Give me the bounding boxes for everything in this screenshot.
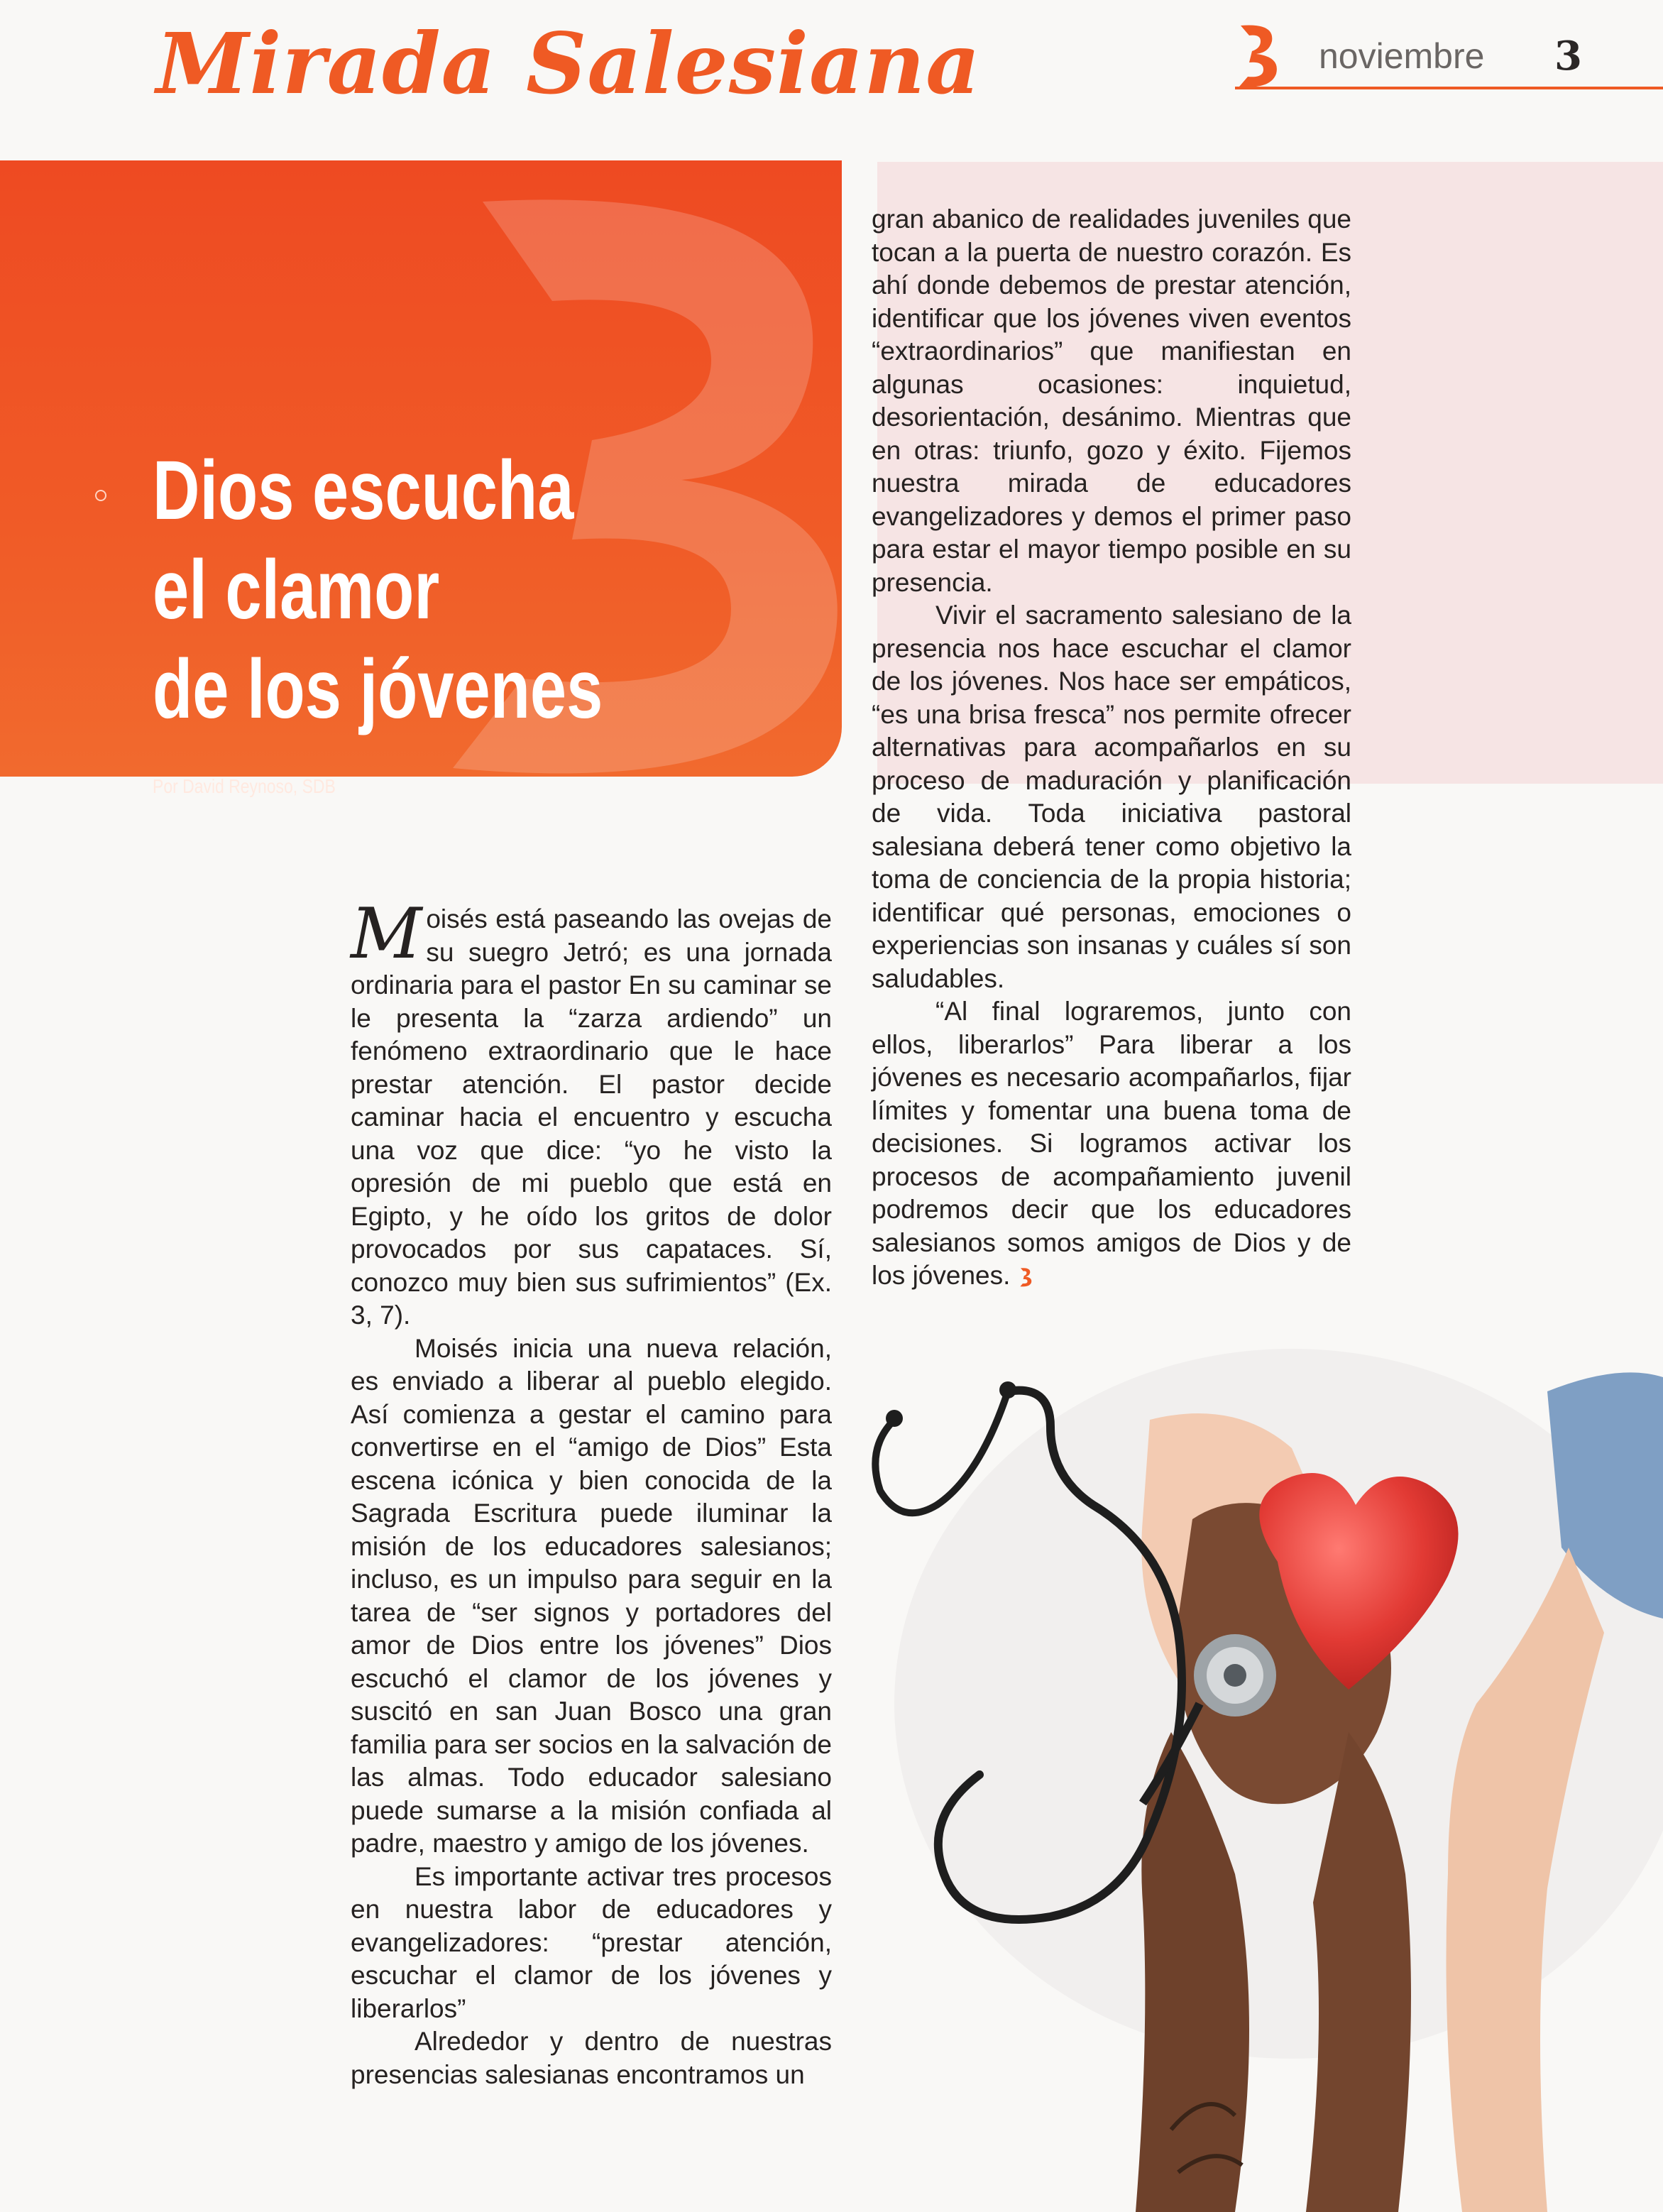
header-rule [1235,87,1663,89]
paragraph: Alrededor y dentro de nuestras presencias salesianas encontramos un [351,2027,832,2089]
paragraph: Moisés inicia una nueva relación, es enviado a liberar al pueblo elegido. Así comienza a gestar el camino para convertirse en el “amigo de Dios” Esta escena icónica y bien conocida de la Sagrada Escritura puede iluminar la misión de los educadores salesianos; incluso, es un impulso para seguir en la tarea de “ser signos y portadores del amor de Dios entre los jóvenes” Dios escuchó el clamor de los jóvenes y suscitó en san Juan Bosco una gran familia para ser socios en la salvación de las almas. Todo educador salesiano puede sumarse a la misión confiada al padre, maestro y amigo de los jóvenes. [351,1333,832,1858]
paragraph: Vivir el sacramento salesiano de la presencia nos hace escuchar el clamor de los jóvenes. Nos hace ser empáticos, “es una brisa fresca” nos permite ofrecer alternativas para acompañarlos en su proceso de maduración y planificación de vida. Toda iniciativa pastoral salesiana deberá tener como objetivo la toma de conciencia de la propia historia; identificar qué personas, emociones o experiencias son insanas y cuáles sí son saludables. [872,601,1351,993]
paragraph [351,894,832,1332]
article-title: Dios escucha el clamor de los jóvenes [153,444,603,736]
decorative-dot [95,490,106,501]
article-byline: Por David Reynoso, SDB [153,775,336,797]
end-of-article-icon [1014,1266,1036,1288]
hands-heart-stethoscope-image [838,1335,1663,2212]
drop-cap: M [351,894,422,975]
page-number: 3 [1554,33,1582,80]
paragraph: Es importante activar tres procesos en nuestra labor de educadores y evangelizadores: “prestar atención, escuchar el clamor de los jóvenes y liberarlos” [351,1861,832,2023]
paragraph-text: oisés está paseando las ovejas de su suegro Jetró; es una jornada ordinaria para el pastor En su caminar se le presenta la “zarza ardiendo” un fenómeno extraordinario que le hace prestar atención. El pastor decide caminar hacia el encuentro y escucha una voz que dice: “yo he visto la opresión de mi pueblo que está en Egipto, y he oído los gritos de dolor provocados por sus capataces. Sí, conozco muy bien sus sufrimientos” (Ex. 3, 7). [351,904,832,1330]
article-column-left [351,894,832,2091]
paragraph-text: “Al final lograremos, junto con ellos, liberarlos” Para liberar a los jóvenes es necesario acompañarlos, fijar límites y fomentar una buena toma de decisiones. Si logramos activar los procesos de acompañamiento juvenil podremos decir que los educadores salesianos somos amigos de Dios y de los jóvenes. [872,997,1351,1290]
brand-logo-icon [1219,20,1290,91]
title-box [0,160,842,797]
paragraph [872,995,1351,1293]
section-name: Mirada Salesiana [156,14,981,113]
paragraph: gran abanico de realidades juveniles que tocan a la puerta de nuestro corazón. Es ahí donde debemos de prestar atención, identificar que los jóvenes viven eventos “extraordinarios” que manifiestan en algunas ocasiones: inquietud, desorientación, desánimo. Mientras que en otras: triunfo, gozo y éxito. Fijemos nuestra mirada de educadores evangelizadores y demos el primer paso para estar el mayor tiempo posible en su presencia. [872,204,1351,597]
issue-month: noviembre [1319,36,1485,76]
article-column-right [872,203,1351,1293]
